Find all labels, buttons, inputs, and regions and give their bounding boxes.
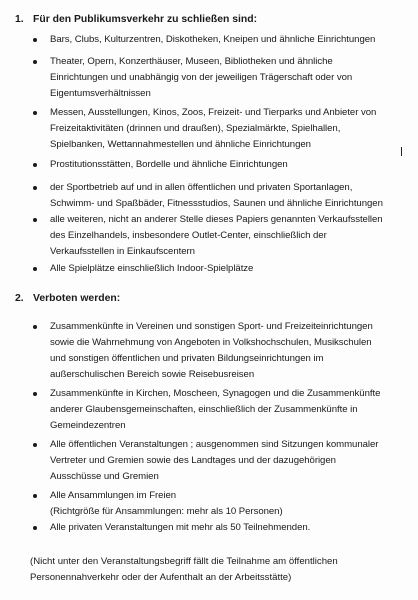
list-item-line: und sonstigen öffentlichen und privaten Bildungseinrichtungen im <box>50 353 324 364</box>
list-item-line: außerschulischen Bereich sowie Reisebusreisen <box>50 369 255 380</box>
list-item-line: Theater, Opern, Konzerthäuser, Museen, Bibliotheken und ähnliche <box>50 56 333 67</box>
list-item-line: Zusammenkünfte in Vereinen und sonstigen Sport- und Freizeiteinrichtungen <box>50 321 373 332</box>
bullet-icon <box>33 392 39 398</box>
list-item-line: Bars, Clubs, Kulturzentren, Diskotheken, Kneipen und ähnliche Einrichtungen <box>50 34 376 45</box>
list-item-line: Alle öffentlichen Veranstaltungen ; ausgenommen sind Sitzungen kommunaler <box>50 439 379 450</box>
section-1-number: 1. <box>15 14 24 25</box>
list-item-line: Eigentumsverhältnissen <box>50 88 151 99</box>
list-item-line: Spielbanken, Wettannahmestellen und ähnliche Einrichtungen <box>50 139 311 150</box>
list-item-line: Einrichtungen und unabhängig von der jeweiligen Trägerschaft oder von <box>50 72 353 83</box>
list-item-line: sowie die Wahrnehmung von Angeboten in Volkshochschulen, Musikschulen <box>50 337 372 348</box>
list-item-line: Prostitutionsstätten, Bordelle und ähnliche Einrichtungen <box>50 159 288 170</box>
footnote-line: Personennahverkehr oder der Aufenthalt an der Arbeitsstätte) <box>30 572 292 583</box>
list-item-line: Messen, Ausstellungen, Kinos, Zoos, Freizeit- und Tierparks und Anbieter von <box>50 107 377 118</box>
bullet-icon <box>33 443 39 449</box>
list-item-line: des Einzelhandels, insbesondere Outlet-Center, einschließlich der <box>50 230 327 241</box>
bullet-icon <box>33 111 39 117</box>
list-item-line: Freizeitaktivitäten (drinnen und draußen), Spezialmärkte, Spielhallen, <box>50 123 341 134</box>
bullet-icon <box>33 163 39 169</box>
list-item-line: Alle privaten Veranstaltungen mit mehr als 50 Teilnehmenden. <box>50 522 311 533</box>
section-2-number: 2. <box>15 293 24 304</box>
list-item-line: Schwimm- und Spaßbäder, Fitnessstudios, Saunen und ähnliche Einrichtungen <box>50 198 383 209</box>
list-item-line: Alle Spielplätze einschließlich Indoor-Spielplätze <box>50 263 254 274</box>
bullet-icon <box>33 526 39 532</box>
list-item-line: Verkaufsstellen in Einkaufscentern <box>50 246 195 257</box>
list-item-line: der Sportbetrieb auf und in allen öffentlichen und privaten Sportanlagen, <box>50 182 353 193</box>
footnote-line: (Nicht unter den Veranstaltungsbegriff fällt die Teilnahme am öffentlichen <box>30 556 338 567</box>
list-item-line: (Richtgröße für Ansammlungen: mehr als 10 Personen) <box>50 506 283 517</box>
list-item-line: anderer Glaubensgemeinschaften, einschließlich der Zusammenkünfte in <box>50 404 358 415</box>
bullet-icon <box>33 186 39 192</box>
section-1-heading <box>15 14 257 25</box>
list-item-line: Ausschüsse und Gremien <box>50 471 159 482</box>
section-1-title: Für den Publikumsverkehr zu schließen sind: <box>33 14 258 25</box>
bullet-icon <box>33 38 39 44</box>
list-item-line: Gemeindezentren <box>50 420 126 431</box>
scan-artifact-mark <box>401 147 402 156</box>
list-item-line: Zusammenkünfte in Kirchen, Moscheen, Synagogen und die Zusammenkünfte <box>50 388 381 399</box>
section-2-title: Verboten werden: <box>33 293 121 304</box>
section-2-heading <box>15 293 120 304</box>
list-item-line: alle weiteren, nicht an anderer Stelle dieses Papiers genannten Verkaufsstellen <box>50 214 383 225</box>
bullet-icon <box>33 267 39 273</box>
bullet-icon <box>33 325 39 331</box>
bullet-icon <box>33 494 39 500</box>
bullet-icon <box>33 60 39 66</box>
list-item-line: Vertreter und Gremien sowie des Landtages und der dazugehörigen <box>50 455 336 466</box>
list-item-line: Alle Ansammlungen im Freien <box>50 490 177 501</box>
bullet-icon <box>33 218 39 224</box>
